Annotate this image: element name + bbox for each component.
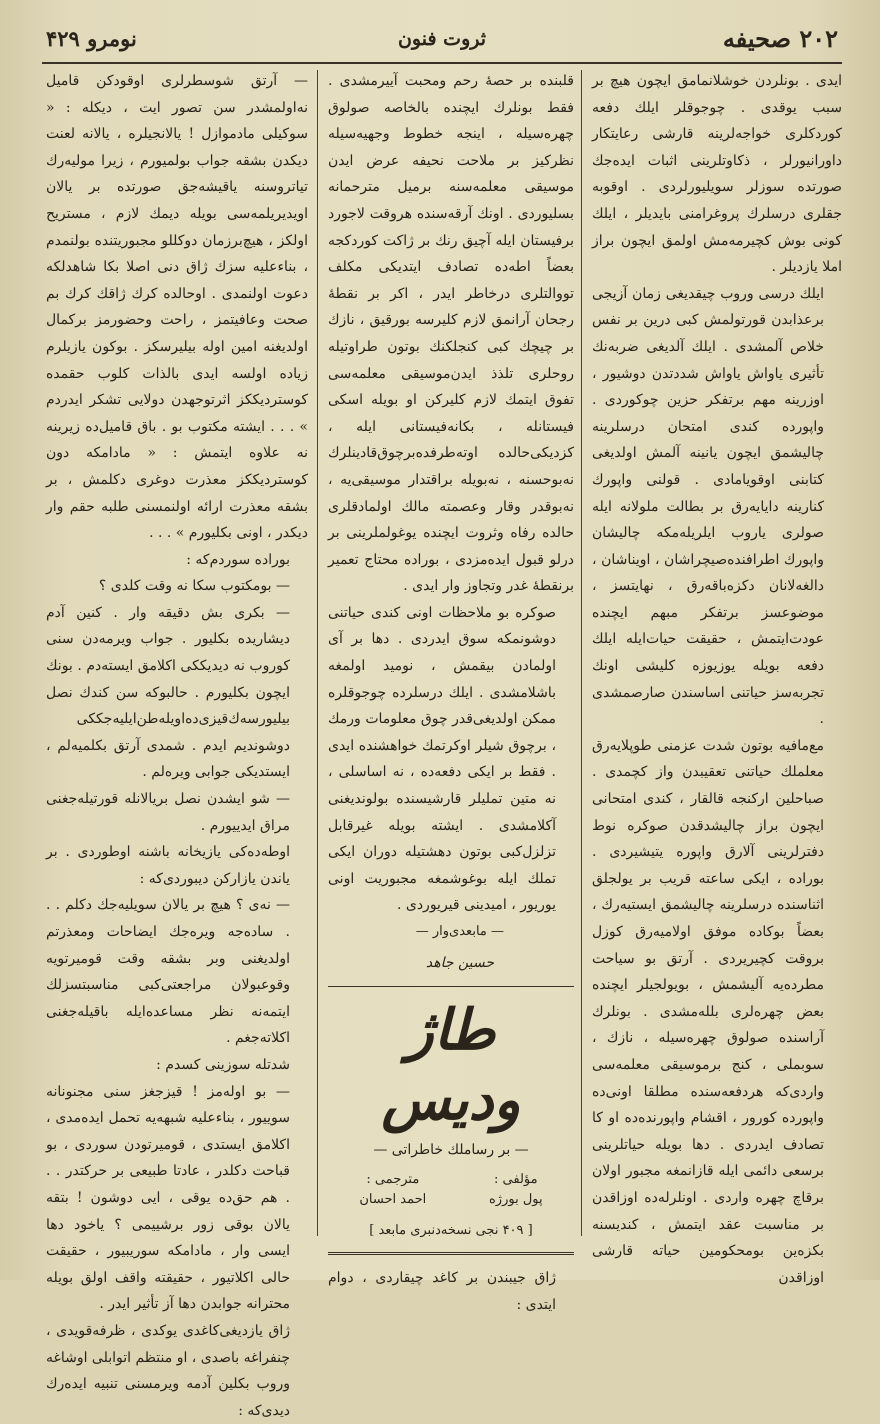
paragraph: ایدی . بونلردن خوشلانمامق ایچون هیچ بر سبب یوقدی . چوجوقلر ایلك دفعه کوردکلری خواجه‌لرینه قارشی رعایتکار داورانیورلر ، ذکاوتلرینی اثبات ایده‌جك صورتده سوزلر سویلیورلردی . اوقوبه جقلری درسلرك پروغرامنی بایدیلر ، ایلك کونی بوش کچیرمه‌مش اولمق ایچون براز املا یازدیلر . (592, 73, 842, 276)
author-credit (489, 1170, 543, 1210)
paragraph: — بومکتوب سکا نه وقت کلدی ؟ (98, 578, 290, 595)
paragraph: مع‌مافیه بوتون شدت عزمنی طوپلایه‌رق معلملك حیاتنی تعقیبدن واز کچمدی . صباحلین ارکنجه قالقار ، کندی امتحانی ایچون براز چالیشدقدن صوکره نوط دفترلرینی آلارق واپوره یتیشیردی . بورادە ، ایکی ساعته قریب بر یولجلق اثناسنده درسلرینه چالیشمق ایستیه‌رك ، بعضاً بوکاده موفق اولامیه‌رق کوزل بروقت کچیریردی . آرتق بو سیاحت مطرده‌یه آلیشمش ، بویولجیلر ایچنده بعض چهره‌لری بللەمشدی . بونلرك آراسنده صولوق چهره‌سیله ، نازك ، سوبملی ، کنج برموسیقی معلمه‌سی واردی‌که هردفعه‌سنده مطلقا اونی‌ده واپورده کورور ، اقشام واپورنده‌ده او کا تصادف ایدردی . دها بویله حیاتلرینی برسعی دائمی ایله قازانمغه مجبور اولان برقاچ چهره واردی . اونلرله‌ده اوزاقدن بر مناسبت عقد ایتمش ، کندیسنه بکزەین بومحکومین حیاته قارشی اوزاقدن (592, 737, 824, 1286)
article-author: حسین جاهد (425, 954, 494, 971)
issue-number: نومرو ۴۲۹ (46, 26, 137, 51)
serial-note: [ ۴۰۹ نجی نسخه‌دنبری مابعد ] (369, 1222, 533, 1238)
section-divider (328, 1252, 574, 1255)
serial-credits (328, 1170, 574, 1210)
continued-note: — مابعدی‌وار — (415, 924, 504, 939)
paragraph: بورادە سوردم‌که : (186, 551, 290, 568)
paragraph: — آرتق شوسطرلری اوقودکن قامیل نه‌اولمشدر سن تصور ایت ، دیکلە : « سوکیلی مادموازل ! یالانجیلره ، یالانه لعنت دیکدن بشقه جواب بولمیورم ، زیرا مولیه‌رك تیاتروسنه یاقیشه‌جق صورتده بر یالان اویدیریلمه‌سی بویله دیمك لازم ، مستریح اولکز ، هیچ‌برزمان دوکللو مجبوریتنده بولنمدم ، بناءعلیه سزك ژاق دنی اصلا بکا شاهدلکه دعوت اولنمدی . اوحالده کرك ژاقك کرك بم صحت وعافیتمز ، راحت وحضورمز برکمال اولدیغنه امین اوله بیلیرسکز . بوکون یازیلرم زیاده اولسه ایدی بالذات کلوب حقمده کوستردیککز اثرتوجهدن دولایی تشکر ایدردم » . . . ایشته مکتوب بو . باق قامیل‌ده زیرینه نه علاوه ایتمش : « مادامکه دون کوستردیککز معذرت دوغری دکلمش ، بر بشقه معذرت ارائه اولنمسنی طلبه حقم وار دیکدر ، اونی بکلیورم » . . . (46, 73, 308, 542)
credit-role: مترجمی : (366, 1171, 420, 1187)
paragraph: — بو اولەمز ! قیزجغز سنی مجنونانه سوییور ، بناءعلیه شبهه‌یه تحمل ایده‌مدی ، اکلامق ایستدی ، قومیرتودن سوردی ، بو قباحت دکلدر ، عادتا طبیعی بر حرکتدر . . . هم حق‌ده یوقی ، ایی دوشون ! بتقه یالان بوقی زور برشییمی ؟ یاخود دها ایسی وار ، مادامکه سوریبیور ، حقیقت حالی اکلاتیور ، حقیقته واقف اولق بویله محترانه جوابدن دها آز تأثیر ایدر . (46, 1083, 290, 1313)
paragraph: ایلك درسی وروب چیقدیغی زمان آزیجی برعذابدن قورتولمش کبی درین بر نفس خلاص آلمشدی . ایلك آلدیغی ضربه‌نك تأثیری یاواش یاواش شددتدن دوشیور ، اوزرینه مهم برتفکر حزین چوکوردی . واپورده کندی امتحان درسلرینه چالیشمق ایچون یانینه آلمش اولدیغی کتابنی اوقویامادی . قولنی واپورك کنارینه دایایه‌رق بر بطالت ملولانه ایله صولری یاروب ایلریله‌مکه چالیشان واپورك اطرافنده‌صیچراشان ، اویناشان ، دالغه‌لانان دکزه‌باقه‌رق ، نهایتسز ، موضوعسز برتفکر مبهم ایچنده عودت‌ایتمش ، حقیقت حیات‌ایله ایلك دفعه بویله یوزیوزه کلیشی اونك تجربه‌سز حیاتنی اساسندن صارصمشدی . (592, 285, 824, 728)
column-rule (317, 70, 318, 1236)
page-header (42, 22, 842, 64)
paragraph: اوطه‌ده‌کی یازیخانه باشنه اوطوردی . بر یاندن یازارکن دیبوردی‌که : (46, 844, 290, 887)
serial-title: طاژ ودیس (381, 997, 521, 1134)
paragraph: — شو ایشدن نصل بریالانله قورتیله‌جغنی مراق ایدییورم . (46, 791, 290, 834)
magazine-title: ثروت فنون (397, 28, 487, 50)
page-number: ۲۰۲ صحیفه (722, 24, 838, 53)
paragraph: ژاق جیبندن بر کاغد چیقاردی ، دوام ایتدی : (328, 1270, 556, 1313)
credit-name: پول بورژه (489, 1191, 543, 1207)
credit-role: مؤلفی : (494, 1171, 538, 1187)
credit-name: احمد احسان (359, 1191, 427, 1207)
column-left (46, 68, 308, 1419)
paragraph: صوکره بو ملاحظات اونی کندی حیاتنی دوشونمکه سوق ایدردی . دها بر آی اولمادن بیقمش ، نومید اولمغه باشلامشدی . ایلك درسلرده چوجوقلره ممکن اولدیغی‌قدر چوق معلومات ورمك ، برچوق شیلر اوکرتمك خواهشنده ایدی . فقط بر ایکی دفعه‌ده ، نه اساسلی ، نه متین تملیلر قارشیسنده بولوندیغنی آکلامشدی . ایشته بویله غیرقابل تزلزل‌کبی بوتون دهشتیله دوران ایکی تملك ایله بوغوشمغه مجبوریت اونی یوریور ، امیدینی قیریوردی . (328, 604, 556, 914)
paragraph: شدتله سوزینی کسدم : (156, 1056, 290, 1073)
section-divider (328, 986, 574, 987)
paragraph: — بکری بش دقیقه وار . کنین آدم دیشاریده بکلیور . جواب ویرمه‌دن سنی کوروب نه دیدیککی اکلامق ایسته‌دم . بونك ایچون بکلیورم . حالبوکه سن کندك نصل بیلیورسەك‌قیزی‌ده‌اویله‌طن‌ایلیه‌جککی دوشوندیم ایدم . شمدی آرتق بکلمیه‌لم ، ایستدیکی جوابی ویرەلم . (46, 604, 290, 781)
paragraph: — نه‌ی ؟ هیچ بر یالان سویلیه‌جك دکلم . . . ساده‌جه ویره‌جك ایضاحات ومعذرتم اولدیغنی وبر بشقه وقت قومیرتویه وقوعبولان مراجعتی‌کبی مناسبتسزلك ایتمه‌نه نظر مساعده‌ایله باقیله‌جغنی اکلاته‌جغم . (46, 897, 290, 1047)
translator-credit (359, 1170, 426, 1210)
column-middle (328, 68, 574, 1313)
column-right (592, 68, 842, 1286)
serial-subtitle: — بر رساملك خاطراتی — (373, 1142, 529, 1159)
paragraph: قلبنده بر حصهٔ رحم ومحبت آییرمشدی . فقط بونلرك ایچنده بالخاصه صولوق چهره‌سیله ، اینجه خطوط وجهیه‌سیله نظرکیز بر ملاحت نحیفه عرض ایدن موسیقی معلمه‌سنه برمیل مترحمانه بسلیوردی . اونك آرقه‌سنده هروقت لاجورد برفیستان ایله آچیق رنك بر ژاکت کوردکجه بعضاً اطەده تصادف ایتدیکی مکلف تووالتلری درخاطر ایدر ، اکر بر نقطهٔ رجحان آرانمق لازم کلیرسه بورقیق ، نازك بر چیچك کبی کنجلکنك بوتون طراوتیله روحلری تلذذ ایدن‌موسیقی معلمه‌سی تفوق ایتمك لازم کلیرکن او بویله اسکی فیستانله ، بکانه‌فیستانی ایله ، کزدیکی‌حالده اوته‌طرفده‌برچوق‌قادینلرك نه‌بوحسنه ، نه‌بویله براقتدار موسیقی‌یه ، نه‌بوقدر وقار وعصمته مالك اولمادقلری حالده رفاه وثروت ایچنده یوغولملرینی بر درلو قبول ایده‌مزدی ، بورادە محتاج تعمیر برنقطهٔ غدر وتجاوز وار ایدی . (328, 73, 574, 595)
paragraph: ژاق یازدیغی‌کاغدی یوکدی ، ظرفه‌قویدی ، چنفراغه باصدی ، او منتظم اتوابلی اوشاغه وروب بکلین آدمه ویرمسنی تنبیه ایده‌رك دیدی‌که : (46, 1322, 290, 1419)
column-rule (581, 70, 582, 1236)
